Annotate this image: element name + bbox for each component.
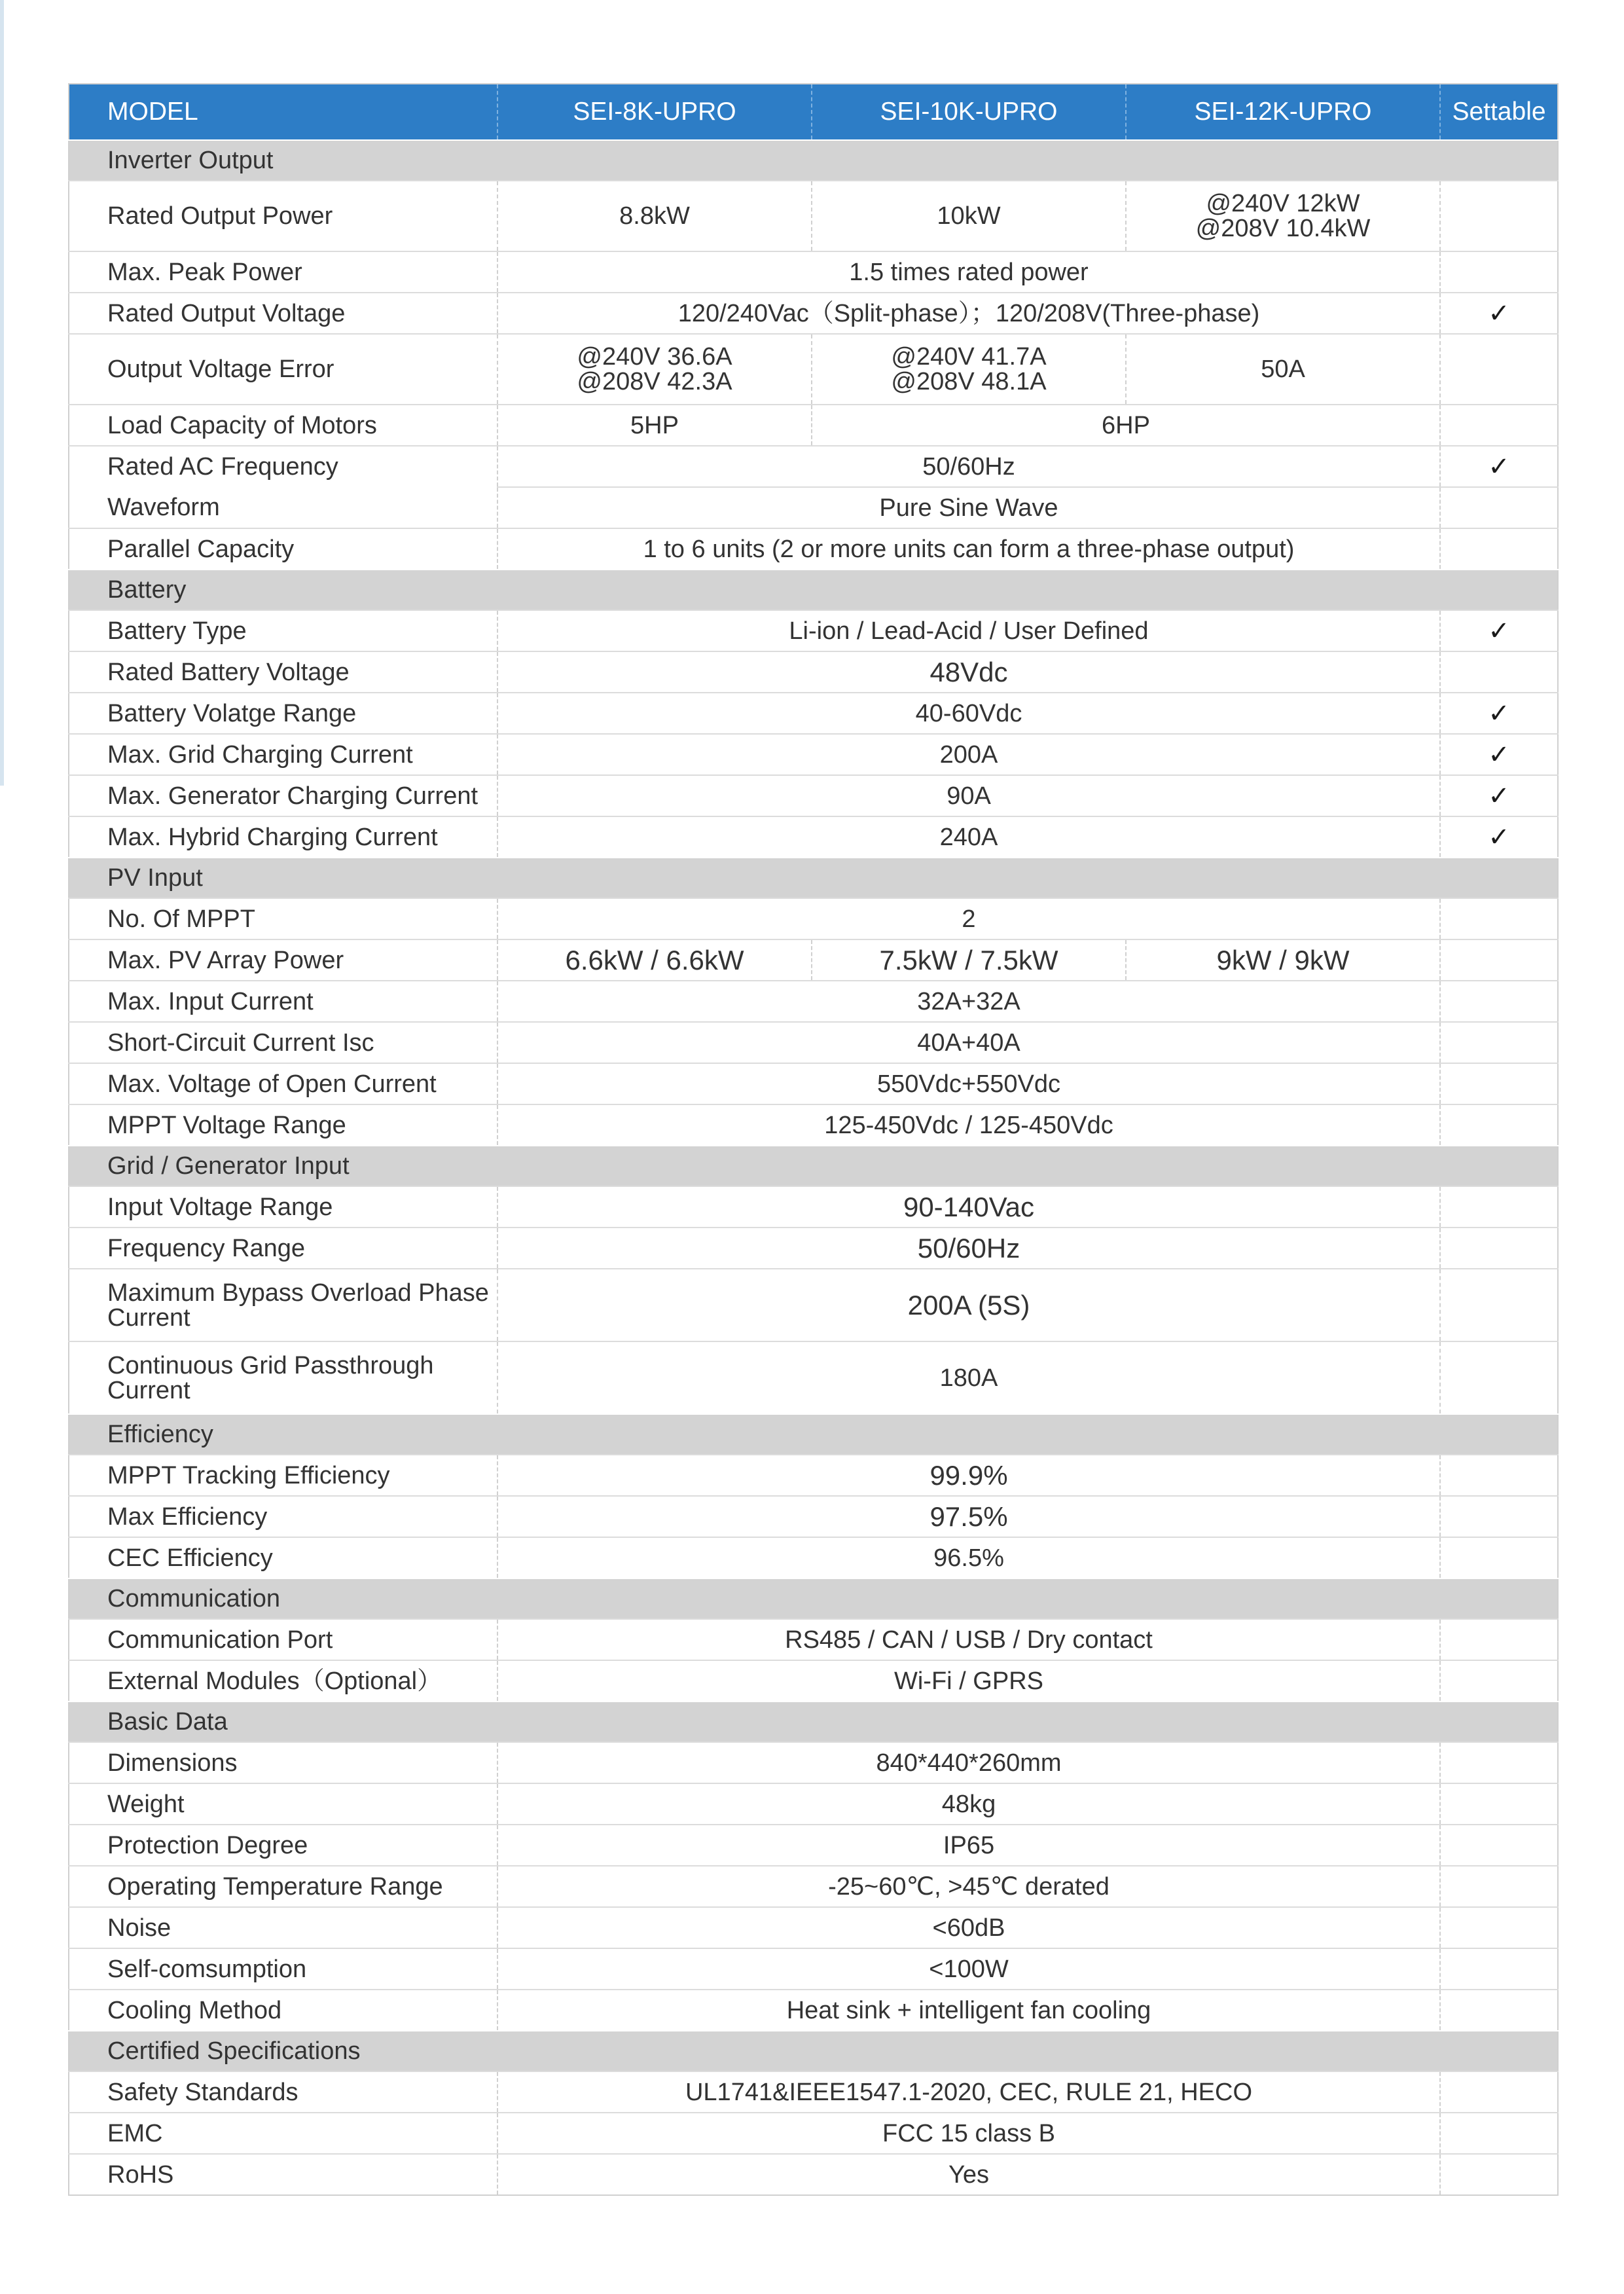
cell-line: @208V 10.4kW: [1195, 215, 1371, 242]
settable-cell: [1440, 1660, 1558, 1702]
settable-cell: [1440, 181, 1558, 251]
table-row: [69, 898, 1558, 939]
settable-cell: [1440, 1341, 1558, 1414]
table-row: [69, 1269, 1558, 1341]
row-label: Rated Battery Voltage: [69, 651, 497, 693]
cell-value: 200A (5S): [497, 1269, 1440, 1341]
cell-value: 8.8kW: [497, 181, 812, 251]
row-label: Max. PV Array Power: [69, 939, 497, 981]
spec-table: [68, 83, 1559, 2196]
settable-cell: [1440, 898, 1558, 939]
settable-cell: [1440, 1455, 1558, 1496]
cell-value: 50/60Hz: [497, 446, 1440, 487]
settable-check-icon: ✓: [1440, 734, 1558, 775]
row-label: External Modules（Optional）: [69, 1660, 497, 1702]
row-label: Rated Output Voltage: [69, 293, 497, 334]
cell-value: UL1741&IEEE1547.1-2020, CEC, RULE 21, HECO: [497, 2071, 1440, 2113]
table-row: [69, 528, 1558, 570]
settable-check-icon: ✓: [1440, 775, 1558, 816]
settable-cell: [1440, 651, 1558, 693]
cell-line: @240V 41.7A: [891, 343, 1047, 371]
settable-cell: [1440, 1186, 1558, 1228]
settable-cell: [1440, 1742, 1558, 1783]
row-label: Max. Peak Power: [69, 251, 497, 293]
row-label-multiline: [69, 1341, 497, 1414]
page-edge-stripe: [0, 0, 4, 786]
table-row: [69, 1022, 1558, 1063]
table-row: [69, 1783, 1558, 1825]
table-row: [69, 1742, 1558, 1783]
cell-value: IP65: [497, 1825, 1440, 1866]
row-label: Safety Standards: [69, 2071, 497, 2113]
settable-cell: [1440, 1948, 1558, 1990]
settable-cell: [1440, 1825, 1558, 1866]
row-label: Load Capacity of Motors: [69, 405, 497, 446]
settable-cell: [1440, 487, 1558, 528]
table-row: [69, 981, 1558, 1022]
row-label: MPPT Tracking Efficiency: [69, 1455, 497, 1496]
table-row: [69, 734, 1558, 775]
cell-value: 99.9%: [497, 1455, 1440, 1496]
settable-cell: [1440, 405, 1558, 446]
row-label: Dimensions: [69, 1742, 497, 1783]
section-title: Communication: [69, 1578, 1558, 1619]
settable-check-icon: ✓: [1440, 446, 1558, 487]
settable-cell: [1440, 1907, 1558, 1948]
cell-value: 840*440*260mm: [497, 1742, 1440, 1783]
header-settable: Settable: [1440, 84, 1558, 140]
section-certified: [69, 2031, 1558, 2071]
cell-value: 2: [497, 898, 1440, 939]
row-label: Operating Temperature Range: [69, 1866, 497, 1907]
settable-cell: [1440, 334, 1558, 405]
table-row: [69, 651, 1558, 693]
label-line: Current: [107, 1303, 190, 1332]
cell-value: 48kg: [497, 1783, 1440, 1825]
cell-value: <60dB: [497, 1907, 1440, 1948]
settable-cell: [1440, 1269, 1558, 1341]
settable-check-icon: ✓: [1440, 693, 1558, 734]
label-line: Continuous Grid Passthrough: [107, 1351, 434, 1379]
label-line: Maximum Bypass Overload Phase: [107, 1279, 489, 1307]
header-model-1: SEI-8K-UPRO: [497, 84, 812, 140]
table-row: [69, 181, 1558, 251]
cell-value: 7.5kW / 7.5kW: [812, 939, 1126, 981]
section-battery: [69, 570, 1558, 610]
header-model-2: SEI-10K-UPRO: [812, 84, 1126, 140]
table-row: [69, 775, 1558, 816]
header-model-3: SEI-12K-UPRO: [1126, 84, 1440, 140]
cell-value: 1 to 6 units (2 or more units can form a three-phase output): [497, 528, 1440, 570]
cell-value: 32A+32A: [497, 981, 1440, 1022]
row-label: Rated AC Frequency: [69, 446, 497, 487]
cell-value: 5HP: [497, 405, 812, 446]
cell-value: Yes: [497, 2154, 1440, 2195]
row-label: Noise: [69, 1907, 497, 1948]
section-pv-input: [69, 858, 1558, 898]
row-label: Max. Voltage of Open Current: [69, 1063, 497, 1104]
cell-value: 40-60Vdc: [497, 693, 1440, 734]
row-label: CEC Efficiency: [69, 1537, 497, 1578]
cell-value: RS485 / CAN / USB / Dry contact: [497, 1619, 1440, 1660]
cell-line: @208V 42.3A: [577, 368, 732, 395]
cell-value: 9kW / 9kW: [1126, 939, 1440, 981]
cell-value: Wi-Fi / GPRS: [497, 1660, 1440, 1702]
table-row: [69, 334, 1558, 405]
table-row: [69, 293, 1558, 334]
table-row: [69, 405, 1558, 446]
settable-check-icon: ✓: [1440, 293, 1558, 334]
settable-cell: [1440, 1228, 1558, 1269]
settable-cell: [1440, 1990, 1558, 2031]
cell-value: 120/240Vac（Split-phase）；120/208V(Three-phase): [497, 293, 1440, 334]
table-row: [69, 2113, 1558, 2154]
section-title: Battery: [69, 570, 1558, 610]
row-label: Self-comsumption: [69, 1948, 497, 1990]
section-grid-input: [69, 1146, 1558, 1186]
table-row: [69, 1948, 1558, 1990]
settable-cell: [1440, 1783, 1558, 1825]
table-row: [69, 1619, 1558, 1660]
row-label: Battery Type: [69, 610, 497, 651]
section-title: PV Input: [69, 858, 1558, 898]
table-row: [69, 251, 1558, 293]
row-label: Max. Input Current: [69, 981, 497, 1022]
settable-cell: [1440, 1063, 1558, 1104]
header-model: MODEL: [69, 84, 497, 140]
cell-value: 6.6kW / 6.6kW: [497, 939, 812, 981]
row-label: RoHS: [69, 2154, 497, 2195]
table-row: [69, 487, 1558, 528]
table-row: [69, 1228, 1558, 1269]
cell-value: 40A+40A: [497, 1022, 1440, 1063]
row-label: Rated Output Power: [69, 181, 497, 251]
cell-value: Li-ion / Lead-Acid / User Defined: [497, 610, 1440, 651]
table-row: [69, 816, 1558, 858]
cell-line: @240V 12kW: [1206, 190, 1360, 217]
settable-check-icon: ✓: [1440, 816, 1558, 858]
row-label: Communication Port: [69, 1619, 497, 1660]
table-row: [69, 1341, 1558, 1414]
settable-cell: [1440, 1866, 1558, 1907]
table-row: [69, 1455, 1558, 1496]
section-title: Inverter Output: [69, 140, 1558, 181]
settable-cell: [1440, 528, 1558, 570]
cell-value: 125-450Vdc / 125-450Vdc: [497, 1104, 1440, 1146]
settable-cell: [1440, 1104, 1558, 1146]
table-row: [69, 2154, 1558, 2195]
cell-value: 550Vdc+550Vdc: [497, 1063, 1440, 1104]
table-row: [69, 2071, 1558, 2113]
cell-value: 1.5 times rated power: [497, 251, 1440, 293]
table-row: [69, 1990, 1558, 2031]
settable-cell: [1440, 981, 1558, 1022]
row-label: Battery Volatge Range: [69, 693, 497, 734]
row-label: Waveform: [69, 487, 497, 528]
table-row: [69, 446, 1558, 487]
settable-cell: [1440, 1619, 1558, 1660]
cell-value: Pure Sine Wave: [497, 487, 1440, 528]
cell-value: 96.5%: [497, 1537, 1440, 1578]
cell-value-multiline: [1126, 181, 1440, 251]
settable-cell: [1440, 2071, 1558, 2113]
header-row: [69, 84, 1558, 140]
table-row: [69, 1104, 1558, 1146]
settable-cell: [1440, 939, 1558, 981]
cell-value-multiline: [812, 334, 1126, 405]
cell-value: 240A: [497, 816, 1440, 858]
row-label: Protection Degree: [69, 1825, 497, 1866]
row-label: Frequency Range: [69, 1228, 497, 1269]
table-row: [69, 693, 1558, 734]
section-inverter-output: [69, 140, 1558, 181]
section-title: Basic Data: [69, 1702, 1558, 1742]
cell-value: -25~60℃, >45℃ derated: [497, 1866, 1440, 1907]
row-label: Parallel Capacity: [69, 528, 497, 570]
row-label: Cooling Method: [69, 1990, 497, 2031]
row-label-multiline: [69, 1269, 497, 1341]
cell-value: 200A: [497, 734, 1440, 775]
table-row: [69, 610, 1558, 651]
settable-cell: [1440, 1022, 1558, 1063]
cell-value: 90-140Vac: [497, 1186, 1440, 1228]
table-row: [69, 1537, 1558, 1578]
section-title: Grid / Generator Input: [69, 1146, 1558, 1186]
table-row: [69, 1825, 1558, 1866]
cell-line: @208V 48.1A: [891, 368, 1047, 395]
cell-value: 50A: [1126, 334, 1440, 405]
cell-value: 180A: [497, 1341, 1440, 1414]
table-row: [69, 1186, 1558, 1228]
cell-value: 48Vdc: [497, 651, 1440, 693]
settable-cell: [1440, 2154, 1558, 2195]
cell-value: 97.5%: [497, 1496, 1440, 1537]
row-label: Max Efficiency: [69, 1496, 497, 1537]
section-communication: [69, 1578, 1558, 1619]
cell-value: FCC 15 class B: [497, 2113, 1440, 2154]
cell-value: 10kW: [812, 181, 1126, 251]
row-label: No. Of MPPT: [69, 898, 497, 939]
settable-check-icon: ✓: [1440, 610, 1558, 651]
table-row: [69, 1496, 1558, 1537]
row-label: EMC: [69, 2113, 497, 2154]
section-efficiency: [69, 1414, 1558, 1455]
table-row: [69, 1907, 1558, 1948]
cell-value: 50/60Hz: [497, 1228, 1440, 1269]
section-title: Certified Specifications: [69, 2031, 1558, 2071]
row-label: Weight: [69, 1783, 497, 1825]
settable-cell: [1440, 251, 1558, 293]
cell-line: @240V 36.6A: [577, 343, 732, 371]
section-title: Efficiency: [69, 1414, 1558, 1455]
row-label: Input Voltage Range: [69, 1186, 497, 1228]
row-label: Short-Circuit Current Isc: [69, 1022, 497, 1063]
cell-value: <100W: [497, 1948, 1440, 1990]
cell-value: Heat sink + intelligent fan cooling: [497, 1990, 1440, 2031]
row-label: Max. Hybrid Charging Current: [69, 816, 497, 858]
cell-value-multiline: [497, 334, 812, 405]
row-label: MPPT Voltage Range: [69, 1104, 497, 1146]
table-row: [69, 1866, 1558, 1907]
table-row: [69, 939, 1558, 981]
settable-cell: [1440, 1496, 1558, 1537]
row-label: Max. Generator Charging Current: [69, 775, 497, 816]
section-basic-data: [69, 1702, 1558, 1742]
cell-value: 6HP: [812, 405, 1440, 446]
cell-value: 90A: [497, 775, 1440, 816]
label-line: Current: [107, 1376, 190, 1404]
settable-cell: [1440, 1537, 1558, 1578]
row-label: Output Voltage Error: [69, 334, 497, 405]
row-label: Max. Grid Charging Current: [69, 734, 497, 775]
table-row: [69, 1063, 1558, 1104]
table-row: [69, 1660, 1558, 1702]
settable-cell: [1440, 2113, 1558, 2154]
